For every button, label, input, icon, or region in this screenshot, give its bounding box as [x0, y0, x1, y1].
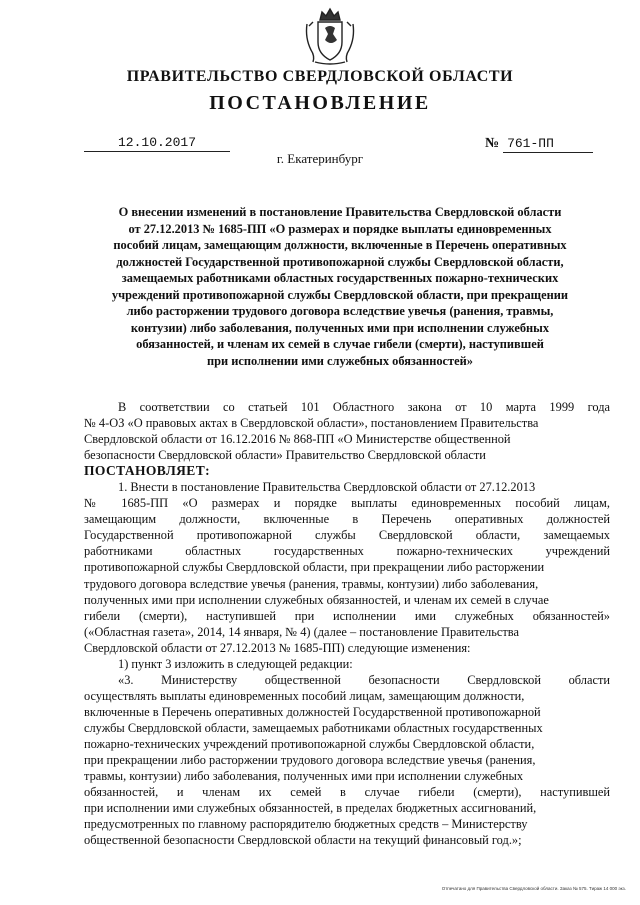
- body-line: полученных ими при исполнении служебных обязанностей, и членам их семей в случае: [84, 592, 549, 607]
- title-line: учреждений противопожарной службы Свердловской области, при прекращении: [111, 287, 569, 302]
- body-line: обязанностей, и членам их семей в случае гибели (смерти), наступившей: [84, 785, 610, 800]
- body-line: при прекращении либо расторжении трудового договора вследствие увечья (ранения,: [84, 753, 536, 768]
- document-type: ПОСТАНОВЛЕНИЕ: [209, 92, 431, 114]
- title-line: замещаемых работниками областных государственных пожарно-технических: [121, 271, 559, 285]
- body-line: осуществлять выплаты единовременных пособий лицам, замещающим должности,: [84, 688, 525, 703]
- body-line: 1. Внести в постановление Правительства Свердловской области от 27.12.2013: [118, 480, 536, 495]
- body-line: включенные в Перечень оперативных должностей Государственной противопожарной: [84, 704, 541, 719]
- title-line: контузии) либо заболевания, полученных ими при исполнении служебных: [130, 320, 550, 335]
- body-line: В соответствии со статьей 101 Областного закона от 10 марта 1999 года: [118, 400, 610, 414]
- body-line: гибели (смерти), наступившей при исполнении ими служебных обязанностей»: [84, 608, 610, 623]
- body-line: «3. Министерству общественной безопасности Свердловской области: [118, 672, 610, 687]
- body-line: Государственной противопожарной службы Свердловской области, замещаемых: [84, 528, 610, 543]
- print-note: Отпечатано для Правительства Свердловской области. Заказ № 575. Тираж 14 000 экз.: [441, 886, 626, 891]
- document-date: 12.10.2017: [84, 135, 230, 152]
- body-line: Свердловской области от 27.12.2013 № 1685-ПП) следующие изменения:: [84, 640, 471, 655]
- body-line: («Областная газета», 2014, 14 января, № 4) (далее – постановление Правительства: [84, 624, 519, 639]
- body-line: № 1685-ПП «О размерах и порядке выплаты единовременных пособий лицам,: [84, 496, 610, 511]
- title-line: О внесении изменений в постановление Правительства Свердловской области: [118, 205, 562, 219]
- body-line: предусмотренных по главному распорядителю бюджетных средств – Министерству: [84, 817, 528, 832]
- title-line: обязанностей, и членам их семей в случае гибели (смерти), наступившей: [136, 337, 544, 351]
- body-line: Свердловской области от 16.12.2016 № 868-ПП «О Министерстве общественной: [84, 432, 511, 447]
- body-line: трудового договора вследствие увечья (ранения, травмы, контузии) либо заболевания,: [84, 576, 539, 591]
- document-title: [84, 204, 596, 369]
- title-line: должностей Государственной противопожарной службы Свердловской области,: [116, 254, 564, 269]
- title-line: либо расторжении трудового договора вследствие увечья (ранения, травмы,: [126, 304, 554, 318]
- body-line: общественной безопасности Свердловской области на текущий финансовый год.»;: [84, 833, 522, 848]
- document-body: [84, 399, 610, 848]
- body-line: № 4-ОЗ «О правовых актах в Свердловской области», постановлением Правительства: [84, 416, 539, 431]
- body-line: службы Свердловской области, замещаемых работниками областных государственных: [84, 720, 543, 735]
- number-sign: №: [485, 136, 500, 151]
- organization-name: ПРАВИТЕЛЬСТВО СВЕРДЛОВСКОЙ ОБЛАСТИ: [126, 68, 514, 85]
- title-line: пособий лицам, замещающим должности, включенные в Перечень оперативных: [113, 238, 567, 252]
- body-line: при исполнении ими служебных обязанностей, в пределах бюджетных ассигнований,: [84, 801, 537, 816]
- body-line: 1) пункт 3 изложить в следующей редакции:: [118, 656, 353, 671]
- body-line: работниками областных государственных пожарно-технических учреждений: [84, 544, 610, 559]
- body-line: пожарно-технических учреждений противопожарной службы Свердловской области,: [84, 736, 535, 751]
- title-line: при исполнении ими служебных обязанностей»: [207, 353, 473, 368]
- title-line: от 27.12.2013 № 1685-ПП «О размерах и порядке выплаты единовременных: [128, 221, 552, 236]
- decree-word: ПОСТАНОВЛЯЕТ:: [84, 463, 211, 479]
- body-line: травмы, контузии) либо заболевания, полученных ими при исполнении служебных: [84, 769, 524, 784]
- city: г. Екатеринбург: [276, 151, 364, 166]
- number-value: 761-ПП: [503, 136, 593, 153]
- body-line: безопасности Свердловской области» Правительство Свердловской области: [84, 448, 486, 463]
- body-line: замещающим должности, включенные в Перечень оперативных должностей: [84, 512, 610, 527]
- body-line: противопожарной службы Свердловской области, при прекращении либо расторжении: [84, 560, 545, 575]
- coat-of-arms-icon: [303, 6, 357, 66]
